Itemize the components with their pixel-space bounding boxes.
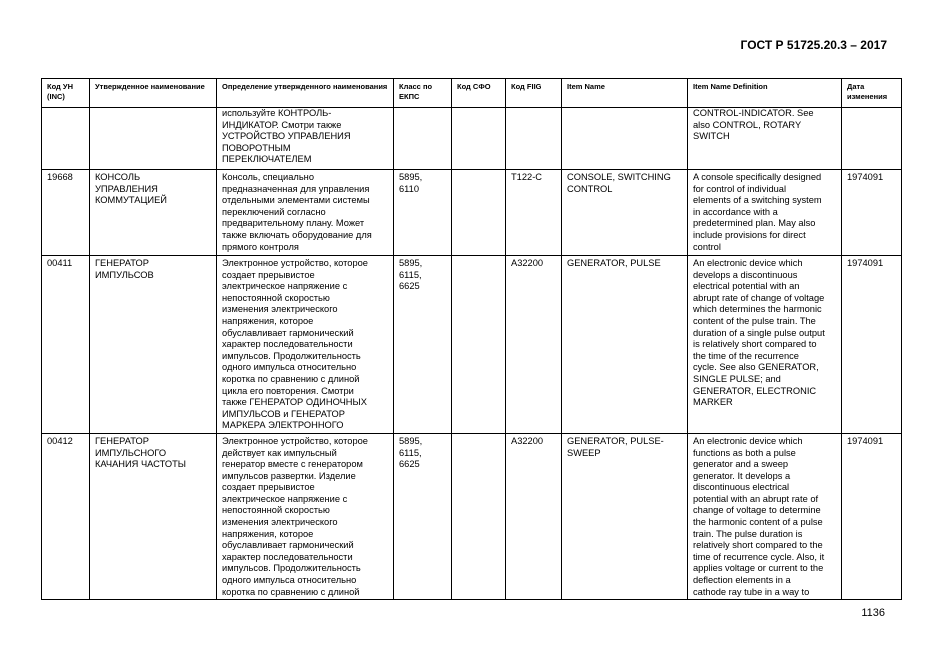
cell-definition: Консоль, специально предназначенная для управления отдельными элементами системы переключений согласно предварительному плану. Может также включать оборудование для прямого контроля (217, 170, 394, 256)
table-row (42, 170, 902, 256)
column-header-item-name: Item Name (562, 79, 688, 108)
cell-change-date (842, 108, 902, 170)
cell-item-name-definition: A console specifically designed for control of individual elements of a switching system in accordance with a predetermined plan. May also include provisions for direct control (688, 170, 842, 256)
cell-inc: 00412 (42, 433, 90, 599)
cell-ekps-class: 5895, 6110 (394, 170, 452, 256)
cell-fiig-code: A32200 (506, 256, 562, 434)
cell-approved-name: КОНСОЛЬ УПРАВЛЕНИЯ КОММУТАЦИЕЙ (90, 170, 217, 256)
column-header-inc: Код УН (INC) (42, 79, 90, 108)
document-header: ГОСТ Р 51725.20.3 – 2017 (740, 38, 887, 52)
cell-definition: используйте КОНТРОЛЬ- ИНДИКАТОР. Смотри также УСТРОЙСТВО УПРАВЛЕНИЯ ПОВОРОТНЫМ ПЕРЕКЛЮЧАТЕЛЕМ (217, 108, 394, 170)
cell-item-name (562, 108, 688, 170)
cell-change-date: 1974091 (842, 256, 902, 434)
cell-definition: Электронное устройство, которое действует как импульсный генератор вместе с генератором импульсов развертки. Изделие создает прерывистое электрическое напряжение с непостоянной скоростью изменения электрического напряжения, которое обуславливает гармонический характер последовательности импульсов. Продолжительность одного импульса относительно коротка по сравнению с длиной (217, 433, 394, 599)
cell-fiig-code: T122-C (506, 170, 562, 256)
cell-inc: 00411 (42, 256, 90, 434)
page-number: 1136 (861, 607, 885, 619)
cell-sfo-code (452, 433, 506, 599)
nomenclature-table (41, 78, 902, 600)
column-header-approved-name: Утвержденное наименование (90, 79, 217, 108)
table-row (42, 433, 902, 599)
cell-item-name-definition: An electronic device which develops a discontinuous electrical potential with an abrupt rate of change of voltage which determines the harmonic content of the pulse train. The duration of a single pulse output is relatively short compared to the time of the recurrence cycle. See also GENERATOR, SINGLE PULSE; and GENERATOR, ELECTRONIC MARKER (688, 256, 842, 434)
column-header-item-name-definition: Item Name Definition (688, 79, 842, 108)
cell-change-date: 1974091 (842, 433, 902, 599)
cell-approved-name (90, 108, 217, 170)
column-header-ekps-class: Класс по ЕКПС (394, 79, 452, 108)
column-header-fiig-code: Код FIIG (506, 79, 562, 108)
cell-sfo-code (452, 256, 506, 434)
table-row (42, 108, 902, 170)
cell-approved-name: ГЕНЕРАТОР ИМПУЛЬСНОГО КАЧАНИЯ ЧАСТОТЫ (90, 433, 217, 599)
cell-sfo-code (452, 170, 506, 256)
cell-change-date: 1974091 (842, 170, 902, 256)
cell-sfo-code (452, 108, 506, 170)
cell-ekps-class (394, 108, 452, 170)
table-row (42, 256, 902, 434)
table-header-row (42, 79, 902, 108)
cell-item-name: GENERATOR, PULSE- SWEEP (562, 433, 688, 599)
cell-item-name-definition: CONTROL-INDICATOR. See also CONTROL, ROTARY SWITCH (688, 108, 842, 170)
cell-inc (42, 108, 90, 170)
cell-item-name: GENERATOR, PULSE (562, 256, 688, 434)
cell-fiig-code (506, 108, 562, 170)
column-header-sfo-code: Код СФО (452, 79, 506, 108)
column-header-definition: Определение утвержденного наименования (217, 79, 394, 108)
cell-ekps-class: 5895, 6115, 6625 (394, 433, 452, 599)
cell-ekps-class: 5895, 6115, 6625 (394, 256, 452, 434)
column-header-change-date: Дата изменения (842, 79, 902, 108)
cell-approved-name: ГЕНЕРАТОР ИМПУЛЬСОВ (90, 256, 217, 434)
cell-fiig-code: A32200 (506, 433, 562, 599)
cell-definition: Электронное устройство, которое создает прерывистое электрическое напряжение с непостоянной скоростью изменения электрического напряжения, которое обуславливает гармонический характер последовательности импульсов. Продолжительность одного импульса относительно коротка по сравнению с длиной цикла его повторения. Смотри также ГЕНЕРАТОР ОДИНОЧНЫХ ИМПУЛЬСОВ и ГЕНЕРАТОР МАРКЕРА ЭЛЕКТРОННОГО (217, 256, 394, 434)
cell-item-name-definition: An electronic device which functions as both a pulse generator and a sweep generator. It develops a discontinuous electrical potential with an abrupt rate of change of voltage to determine the harmonic content of a pulse train. The pulse duration is relatively short compared to the time of recurrence cycle. Also, it applies voltage or current to the deflection elements in a cathode ray tube in a way to (688, 433, 842, 599)
cell-item-name: CONSOLE, SWITCHING CONTROL (562, 170, 688, 256)
cell-inc: 19668 (42, 170, 90, 256)
